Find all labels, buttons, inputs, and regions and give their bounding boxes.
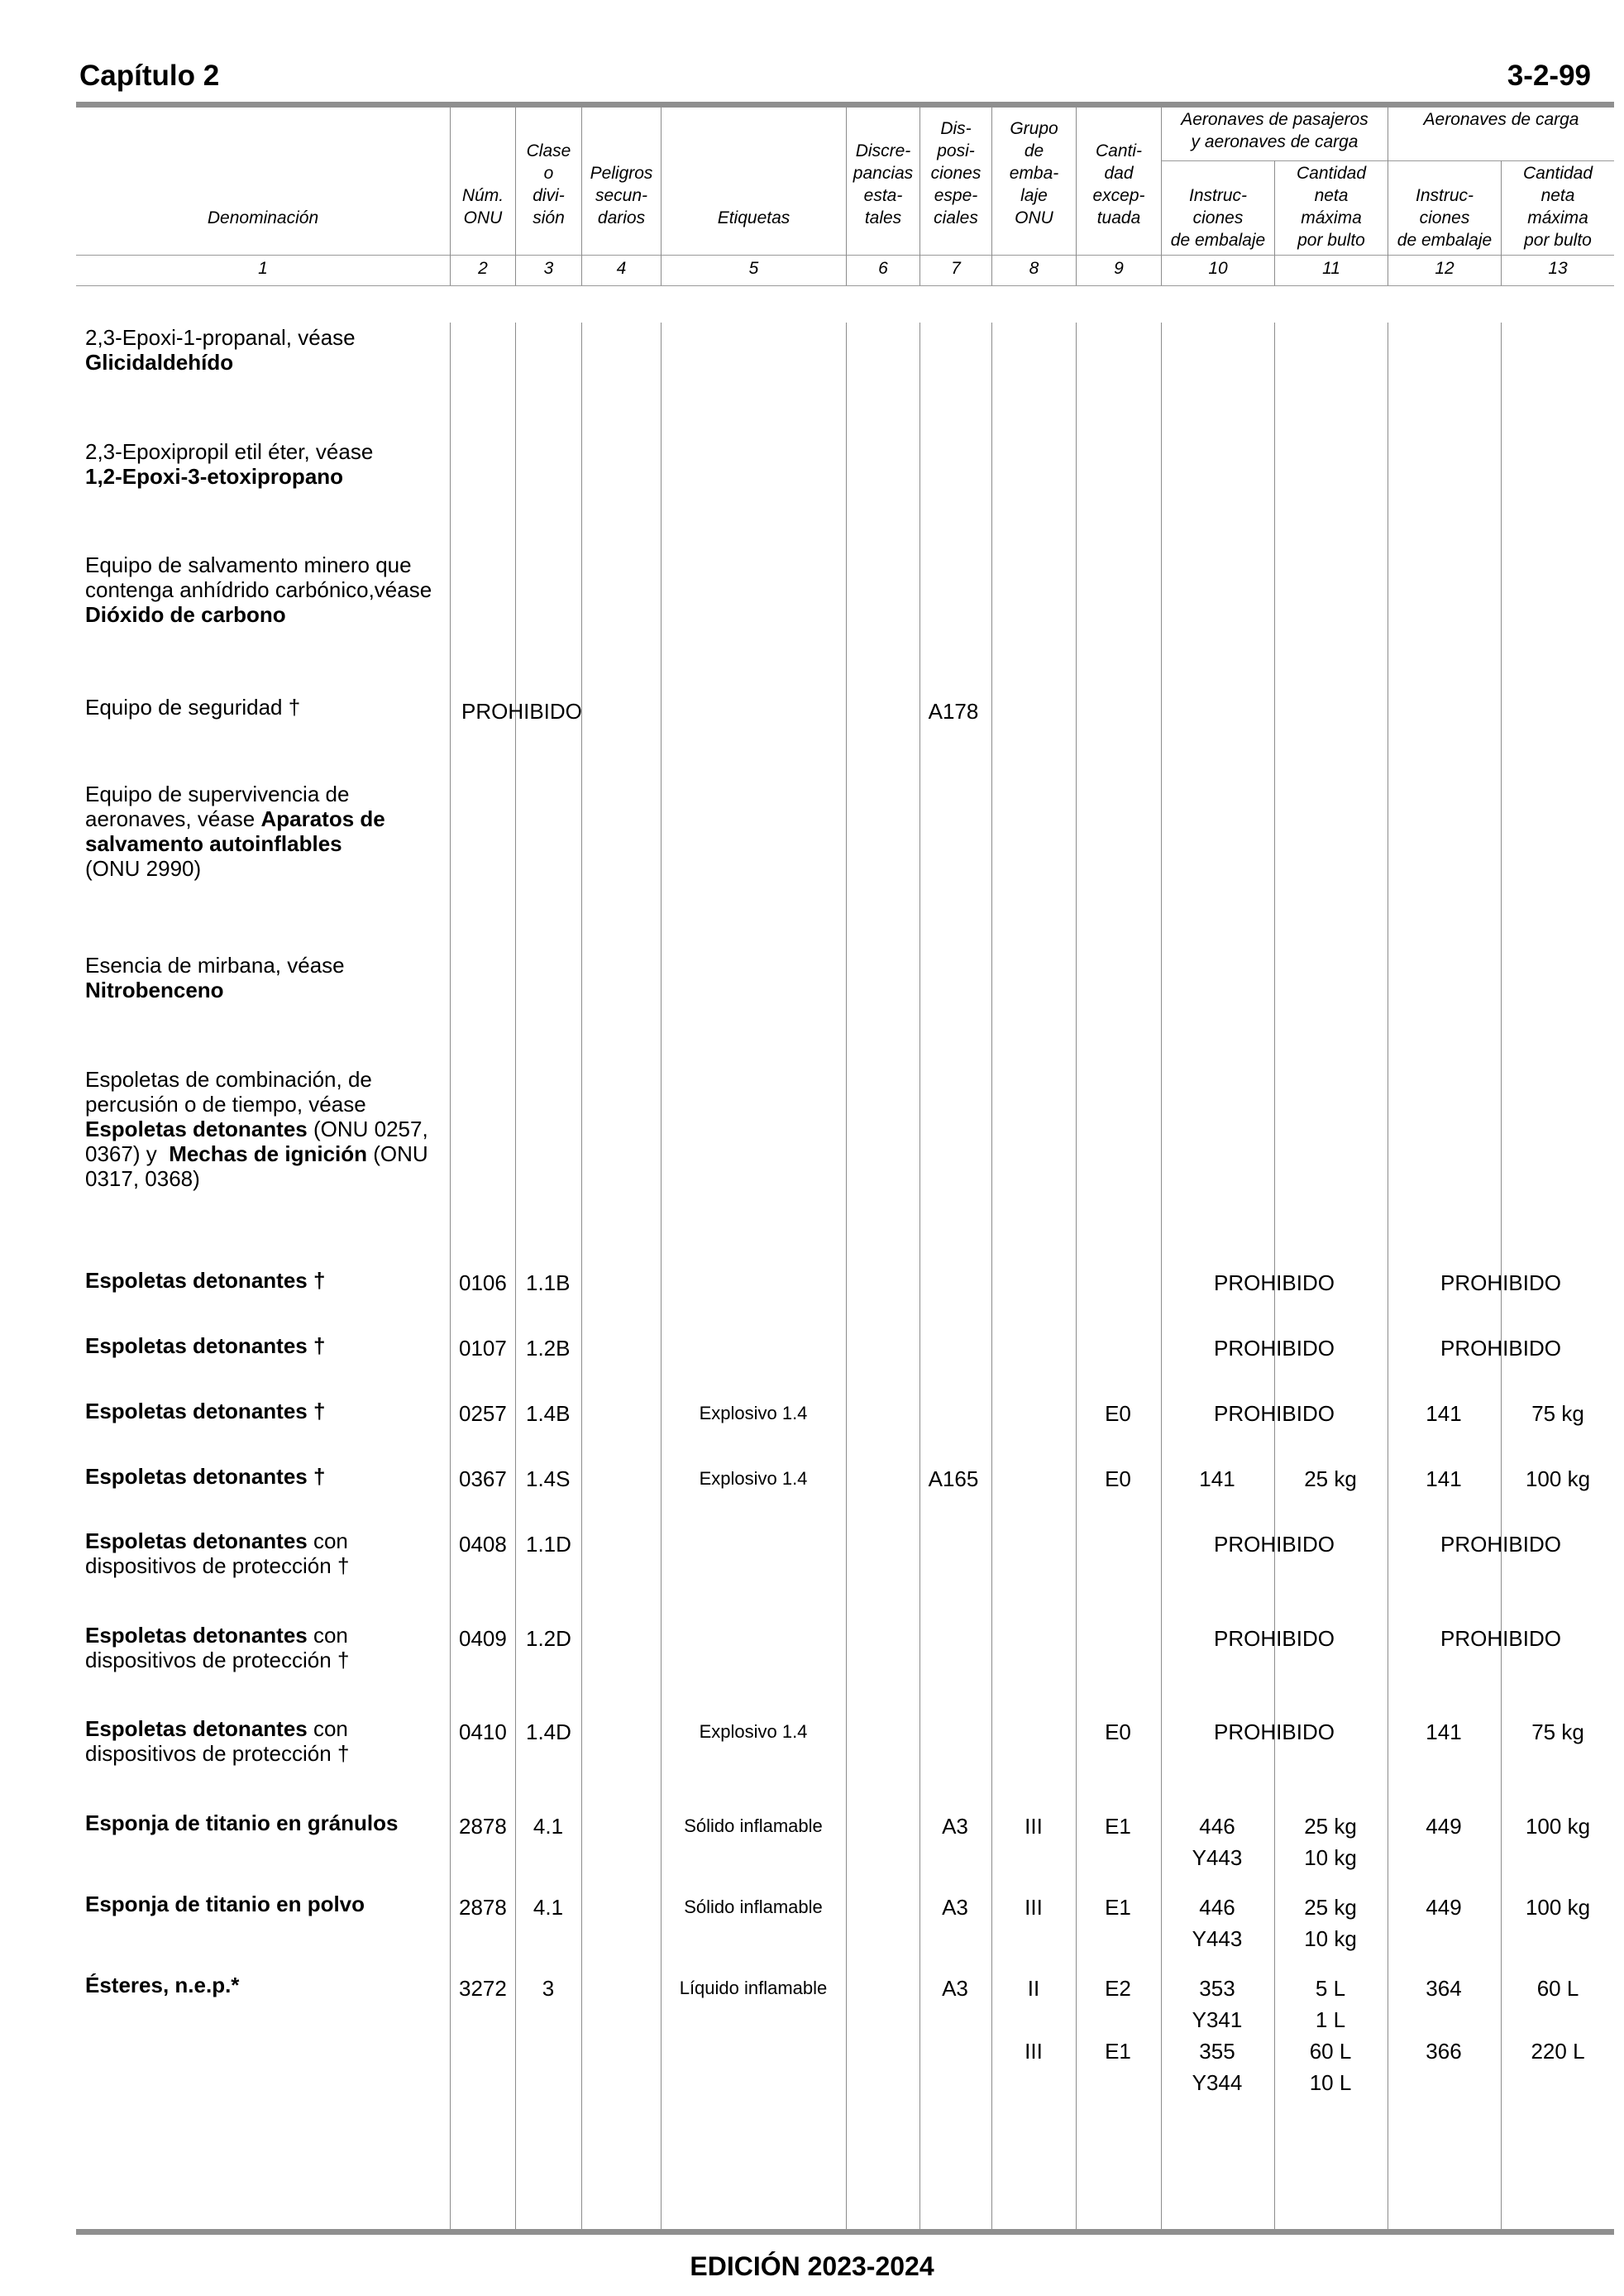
entry-text: Equipo de supervivencia de aeronaves, véase: [85, 782, 350, 831]
col3-line: Clase: [526, 141, 571, 160]
cargo-quantity: 100 kg: [1525, 1466, 1591, 1491]
cargo-quantity: 75 kg: [1531, 1401, 1584, 1426]
col4-line: darios: [597, 208, 646, 227]
hdr-divider: [1274, 160, 1275, 285]
passenger-quantity: 25 kg: [1304, 1895, 1357, 1920]
class-division: 1.2D: [526, 1626, 571, 1651]
colnum: 3: [543, 259, 554, 278]
un-number: 0257: [459, 1401, 507, 1426]
hdr-divider: [1501, 160, 1502, 285]
cargo-forbidden: PROHIBIDO: [1440, 1336, 1561, 1361]
entry-text: dispositivos de protección †: [85, 1741, 350, 1766]
entry-text: Equipo de seguridad †: [85, 695, 301, 720]
entry-text: Espoletas de combinación, de percusión o de tiempo, véase: [85, 1067, 372, 1117]
passenger-instruction: 355: [1199, 2039, 1235, 2064]
colnum: 4: [616, 259, 627, 278]
col13-line: Cantidad: [1522, 164, 1593, 183]
passenger-instruction-ltd: Y443: [1192, 1845, 1243, 1870]
special-provision: A3: [942, 1895, 968, 1920]
class-division: 1.4S: [526, 1466, 571, 1491]
table-row: [85, 1464, 449, 1489]
col2-line: Núm.: [461, 186, 504, 205]
cargo-quantity: 75 kg: [1531, 1720, 1584, 1744]
passenger-forbidden: PROHIBIDO: [1214, 1626, 1335, 1651]
page-number: 3-2-99: [1507, 60, 1591, 92]
col7-head: [920, 117, 991, 229]
class-division: 4.1: [533, 1814, 564, 1839]
col13-line: por bulto: [1524, 231, 1592, 250]
col3-line: divi-: [533, 186, 565, 205]
un-number: 2878: [459, 1895, 507, 1920]
header-bottom-line: [76, 255, 1614, 256]
entry-equipo-seguridad: [85, 695, 449, 720]
passenger-forbidden: PROHIBIDO: [1214, 1532, 1335, 1557]
excepted-qty: E1: [1105, 1814, 1131, 1839]
col9-line: dad: [1104, 164, 1134, 183]
colnum: 7: [951, 259, 961, 278]
col1-head: Denominación: [207, 208, 319, 227]
col11-line: por bulto: [1297, 231, 1365, 250]
table-row: [85, 1268, 449, 1293]
colnum: 8: [1029, 259, 1039, 278]
passenger-forbidden: PROHIBIDO: [1214, 1720, 1335, 1744]
entry-espoletas-combinacion: [85, 1067, 449, 1191]
col9-line: excep-: [1092, 186, 1145, 205]
class-division: 1.2B: [526, 1336, 571, 1361]
passenger-quantity-ltd: 1 L: [1315, 2007, 1346, 2032]
entry-name: Espoletas detonantes †: [85, 1268, 326, 1293]
colnum: 1: [258, 259, 268, 278]
col7-line: Dis-: [940, 119, 972, 138]
col10-line: de embalaje: [1170, 231, 1266, 250]
col7-line: ciales: [934, 208, 978, 227]
col10-line: ciones: [1192, 208, 1244, 227]
entry-name: Espoletas detonantes †: [85, 1464, 326, 1489]
entry-text: 2,3-Epoxi-1-propanal, véase: [85, 325, 356, 350]
hdr-divider: [846, 108, 847, 285]
passenger-instruction-ltd: Y443: [1192, 1926, 1243, 1951]
col3-head: [516, 140, 581, 229]
entry-name: Espoletas detonantes †: [85, 1333, 326, 1358]
special-provision: A3: [942, 1976, 968, 2001]
entry-ref: Mechas de ignición: [169, 1141, 368, 1166]
passenger-group-line: Aeronaves de pasajeros: [1181, 110, 1368, 129]
special-provision: A3: [942, 1814, 968, 1839]
entry-text: dispositivos de protección †: [85, 1648, 350, 1672]
body-divider: [1161, 323, 1162, 2229]
cargo-instruction: 449: [1426, 1814, 1462, 1839]
cargo-aircraft-group-head: Aeronaves de carga: [1423, 110, 1579, 129]
table-row: [85, 1528, 449, 1578]
cargo-instruction: 141: [1426, 1401, 1462, 1426]
un-number: 0107: [459, 1336, 507, 1361]
un-number: 0106: [459, 1270, 507, 1295]
un-number: 0409: [459, 1626, 507, 1651]
bottom-rule: [76, 2229, 1614, 2235]
entry-text: 2,3-Epoxipropil etil éter, véase: [85, 439, 374, 464]
col12-line: Instruc-: [1415, 186, 1474, 205]
entry-ref: Dióxido de carbono: [85, 602, 286, 627]
entry-ref: Aparatos de salvamento autoinflables: [85, 806, 385, 856]
cargo-instruction: 141: [1426, 1720, 1462, 1744]
col4-line: secun-: [595, 186, 648, 205]
body-divider: [450, 323, 451, 2229]
table-row: [85, 1716, 449, 1766]
col9-line: tuada: [1096, 208, 1141, 227]
un-number: 0367: [459, 1466, 507, 1491]
chapter-title: Capítulo 2: [79, 60, 220, 92]
col13-line: neta: [1540, 186, 1575, 205]
passenger-quantity-ltd: 10 kg: [1304, 1926, 1357, 1951]
un-number: 0408: [459, 1532, 507, 1557]
passenger-quantity: 25 kg: [1304, 1814, 1357, 1839]
body-divider: [581, 323, 582, 2229]
label: Líquido inflamable: [679, 1978, 828, 1998]
hdr-divider: [581, 108, 582, 285]
edition-footer: EDICIÓN 2023-2024: [690, 2251, 934, 2281]
col6-line: esta-: [863, 186, 903, 205]
class-division: 1.1B: [526, 1270, 571, 1295]
packing-group: III: [1025, 1895, 1043, 1920]
excepted-qty: E1: [1105, 2039, 1131, 2064]
cargo-forbidden: PROHIBIDO: [1440, 1270, 1561, 1295]
label: Sólido inflamable: [684, 1897, 823, 1917]
label: Explosivo 1.4: [699, 1721, 808, 1742]
top-rule: [76, 102, 1614, 108]
col12-head: [1388, 184, 1501, 251]
special-provision: A165: [928, 1466, 979, 1491]
col11-line: neta: [1314, 186, 1349, 205]
passenger-quantity-ltd: 10 L: [1309, 2070, 1352, 2095]
passenger-group-line: y aeronaves de carga: [1191, 132, 1359, 151]
table-row: [85, 1973, 449, 1997]
hdr-divider: [661, 108, 662, 285]
excepted-qty: E2: [1105, 1976, 1131, 2001]
col3-line: o: [543, 164, 554, 183]
cargo-forbidden: PROHIBIDO: [1440, 1626, 1561, 1651]
col6-line: pancias: [853, 164, 914, 183]
entry-name: Espoletas detonantes †: [85, 1399, 326, 1423]
packing-group: III: [1025, 2039, 1043, 2064]
col6-line: Discre-: [855, 141, 911, 160]
entry-name: Espoletas detonantes: [85, 1528, 308, 1553]
passenger-forbidden: PROHIBIDO: [1214, 1401, 1335, 1426]
entry-name: Esponja de titanio en gránulos: [85, 1810, 399, 1835]
passenger-aircraft-group-head: [1162, 108, 1388, 153]
table-row: [85, 1623, 449, 1672]
col12-line: ciones: [1419, 208, 1470, 227]
cargo-quantity: 220 L: [1531, 2039, 1585, 2064]
entry-text: Equipo de salvamento minero que contenga anhídrido carbónico,véase: [85, 552, 432, 602]
excepted-qty: E0: [1105, 1401, 1131, 1426]
passenger-quantity: 25 kg: [1304, 1466, 1357, 1491]
entry-text: con: [313, 1528, 348, 1553]
col8-line: ONU: [1015, 208, 1053, 227]
excepted-qty: E0: [1105, 1720, 1131, 1744]
entry-glicidaldehido: [85, 325, 449, 375]
entry-text: dispositivos de protección †: [85, 1553, 350, 1578]
class-division: 1.4D: [526, 1720, 571, 1744]
entry-text: Esencia de mirbana, véase: [85, 953, 345, 978]
excepted-qty: E1: [1105, 1895, 1131, 1920]
col2-line: ONU: [463, 208, 503, 227]
hdr-divider: [919, 108, 920, 285]
col13-head: [1502, 162, 1614, 251]
col11-head: [1275, 162, 1388, 251]
label: Sólido inflamable: [684, 1815, 823, 1836]
col5-head: Etiquetas: [717, 208, 791, 227]
entry-text: con: [313, 1716, 348, 1741]
body-divider: [846, 323, 847, 2229]
colnum-bottom-line: [76, 285, 1614, 286]
entry-text: (ONU 0317, 0368): [85, 1141, 428, 1191]
body-divider: [661, 323, 662, 2229]
packing-group: III: [1025, 1814, 1043, 1839]
hdr-divider: [991, 108, 992, 285]
col4-head: [582, 162, 661, 229]
col9-head: [1077, 140, 1161, 229]
passenger-forbidden: PROHIBIDO: [1214, 1336, 1335, 1361]
entry-text: (ONU 2990): [85, 856, 202, 881]
table-row: [85, 1399, 449, 1423]
entry-ref: Glicidaldehído: [85, 350, 234, 375]
col10-head: [1162, 184, 1274, 251]
cargo-instruction: 364: [1426, 1976, 1462, 2001]
col7-line: espe-: [934, 186, 978, 205]
passenger-forbidden: PROHIBIDO: [1214, 1270, 1335, 1295]
colnum: 11: [1322, 259, 1340, 278]
entry-text: con: [313, 1623, 348, 1648]
passenger-instruction-ltd: Y344: [1192, 2070, 1243, 2095]
colnum: 5: [748, 259, 759, 278]
col6-head: [847, 140, 919, 229]
passenger-quantity-ltd: 10 kg: [1304, 1845, 1357, 1870]
col8-line: de: [1024, 141, 1044, 160]
entry-name: Esponja de titanio en polvo: [85, 1892, 365, 1916]
passenger-instruction: 141: [1199, 1466, 1235, 1491]
label: Explosivo 1.4: [699, 1468, 808, 1489]
col12-line: de embalaje: [1397, 231, 1493, 250]
entry-esencia-mirbana: [85, 953, 449, 1002]
col7-line: ciones: [930, 164, 982, 183]
entry-ref: 1,2-Epoxi-3-etoxipropano: [85, 464, 344, 489]
entry-equipo-supervivencia: [85, 782, 449, 881]
col9-line: Canti-: [1095, 141, 1143, 160]
col8-line: Grupo: [1010, 119, 1058, 138]
passenger-instruction: 446: [1199, 1814, 1235, 1839]
hdr-divider: [450, 108, 451, 285]
cargo-quantity: 100 kg: [1525, 1895, 1591, 1920]
table-row: [85, 1892, 449, 1916]
col8-head: [992, 117, 1076, 229]
cargo-quantity: 60 L: [1536, 1976, 1579, 2001]
body-divider: [919, 323, 920, 2229]
un-number: 0410: [459, 1720, 507, 1744]
passenger-quantity: 5 L: [1315, 1976, 1346, 2001]
packing-group: II: [1027, 1976, 1040, 2001]
passenger-instruction: 446: [1199, 1895, 1235, 1920]
col4-line: Peligros: [590, 164, 653, 183]
passenger-instruction: 353: [1199, 1976, 1235, 2001]
col8-line: emba-: [1009, 164, 1059, 183]
forbidden-text: PROHIBIDO: [461, 699, 582, 724]
cargo-instruction: 366: [1426, 2039, 1462, 2064]
table-row: [85, 1810, 449, 1835]
col10-line: Instruc-: [1188, 186, 1247, 205]
passenger-quantity: 60 L: [1309, 2039, 1352, 2064]
col3-line: sión: [533, 208, 565, 227]
un-number: 2878: [459, 1814, 507, 1839]
entry-name: Espoletas detonantes: [85, 1623, 308, 1648]
colnum: 6: [878, 259, 888, 278]
class-division: 4.1: [533, 1895, 564, 1920]
entry-text: (ONU 0257, 0367) y: [85, 1117, 428, 1166]
special-provision: A178: [928, 699, 979, 724]
col8-line: laje: [1020, 186, 1048, 205]
entry-equipo-salvamento: [85, 552, 449, 627]
col2-head: [451, 184, 515, 229]
col11-line: Cantidad: [1296, 164, 1367, 183]
label: Explosivo 1.4: [699, 1403, 808, 1423]
hdr-divider: [1076, 108, 1077, 285]
col13-line: máxima: [1527, 208, 1588, 227]
colnum: 9: [1114, 259, 1124, 278]
hdr-divider: [1161, 108, 1162, 285]
hdr-divider: [515, 108, 516, 285]
table-row: [85, 1333, 449, 1358]
class-division: 3: [542, 1976, 555, 2001]
col6-line: tales: [864, 208, 902, 227]
body-divider: [1076, 323, 1077, 2229]
cargo-quantity: 100 kg: [1525, 1814, 1591, 1839]
col11-line: máxima: [1301, 208, 1362, 227]
body-divider: [991, 323, 992, 2229]
colnum: 2: [478, 259, 488, 278]
class-division: 1.1D: [526, 1532, 571, 1557]
cargo-instruction: 141: [1426, 1466, 1462, 1491]
entry-epoxipropil: [85, 439, 449, 489]
entry-name: Ésteres, n.e.p.*: [85, 1973, 240, 1997]
entry-name: Espoletas detonantes: [85, 1716, 308, 1741]
passenger-instruction-ltd: Y341: [1192, 2007, 1243, 2032]
col7-line: posi-: [937, 141, 975, 160]
colnum: 13: [1548, 259, 1568, 278]
class-division: 1.4B: [526, 1401, 571, 1426]
colnum: 12: [1435, 259, 1454, 278]
body-divider: [515, 323, 516, 2229]
entry-ref: Nitrobenceno: [85, 978, 224, 1002]
colnum: 10: [1208, 259, 1228, 278]
cargo-forbidden: PROHIBIDO: [1440, 1532, 1561, 1557]
entry-ref: Espoletas detonantes: [85, 1117, 308, 1141]
un-number: 3272: [459, 1976, 507, 2001]
cargo-instruction: 449: [1426, 1895, 1462, 1920]
excepted-qty: E0: [1105, 1466, 1131, 1491]
